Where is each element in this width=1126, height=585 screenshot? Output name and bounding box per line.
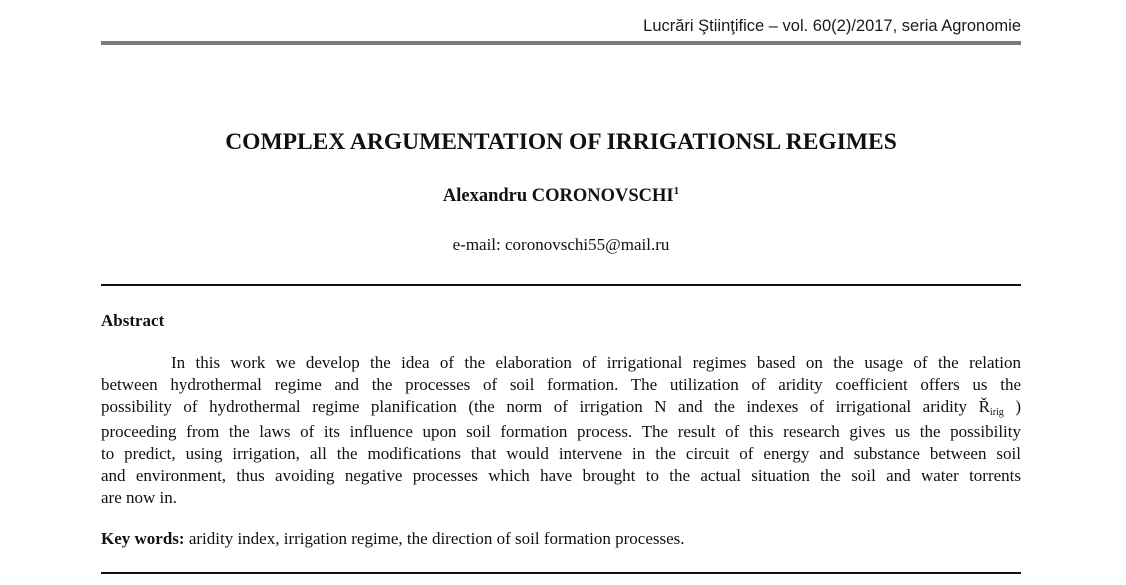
abstract-top-divider <box>101 284 1021 286</box>
abstract-line: between hydrothermal regime and the processes of soil formation. The utilization of aridity coefficient offers us the <box>101 375 1021 394</box>
abstract-line: to predict, using irrigation, all the modifications that would intervene in the circuit of energy and substance between soil <box>101 444 1021 463</box>
keywords-line <box>101 529 685 549</box>
abstract-line: are now in. <box>101 488 178 507</box>
keywords-text: aridity index, irrigation regime, the direction of soil formation processes. <box>184 529 685 548</box>
author-name: Alexandru CORONOVSCHI <box>442 186 674 206</box>
aridity-close: ) <box>1003 397 1022 416</box>
journal-header: Lucrări Ştiinţifice – vol. 60(2)/2017, seria Agronomie <box>643 17 1021 35</box>
paper-page <box>101 0 1021 585</box>
author-affiliation-marker: 1 <box>673 185 680 197</box>
abstract-heading: Abstract <box>101 311 165 330</box>
aridity-subscript: irig <box>989 407 1004 418</box>
abstract-body <box>101 352 1021 509</box>
header-divider <box>101 41 1021 45</box>
paper-title: COMPLEX ARGUMENTATION OF IRRIGATIONSL REGIMES <box>225 129 897 155</box>
abstract-line <box>101 396 1021 421</box>
abstract-line-text: possibility of hydrothermal regime planification (the norm of irrigation N and the indexes of irrigational aridity <box>101 397 968 416</box>
keywords-label: Key words: <box>101 529 185 548</box>
author-email: e-mail: coronovschi55@mail.ru <box>452 235 670 254</box>
aridity-symbol: Ř <box>978 397 990 416</box>
abstract-line: In this work we develop the idea of the elaboration of irrigational regimes based on the usage of the relation <box>171 353 1021 372</box>
abstract-bottom-divider <box>101 572 1021 574</box>
author-line <box>101 186 1021 207</box>
abstract-line: and environment, thus avoiding negative processes which have brought to the actual situation the soil and water torrents <box>101 466 1021 485</box>
abstract-line: proceeding from the laws of its influence upon soil formation process. The result of this research gives us the possibility <box>101 422 1021 441</box>
